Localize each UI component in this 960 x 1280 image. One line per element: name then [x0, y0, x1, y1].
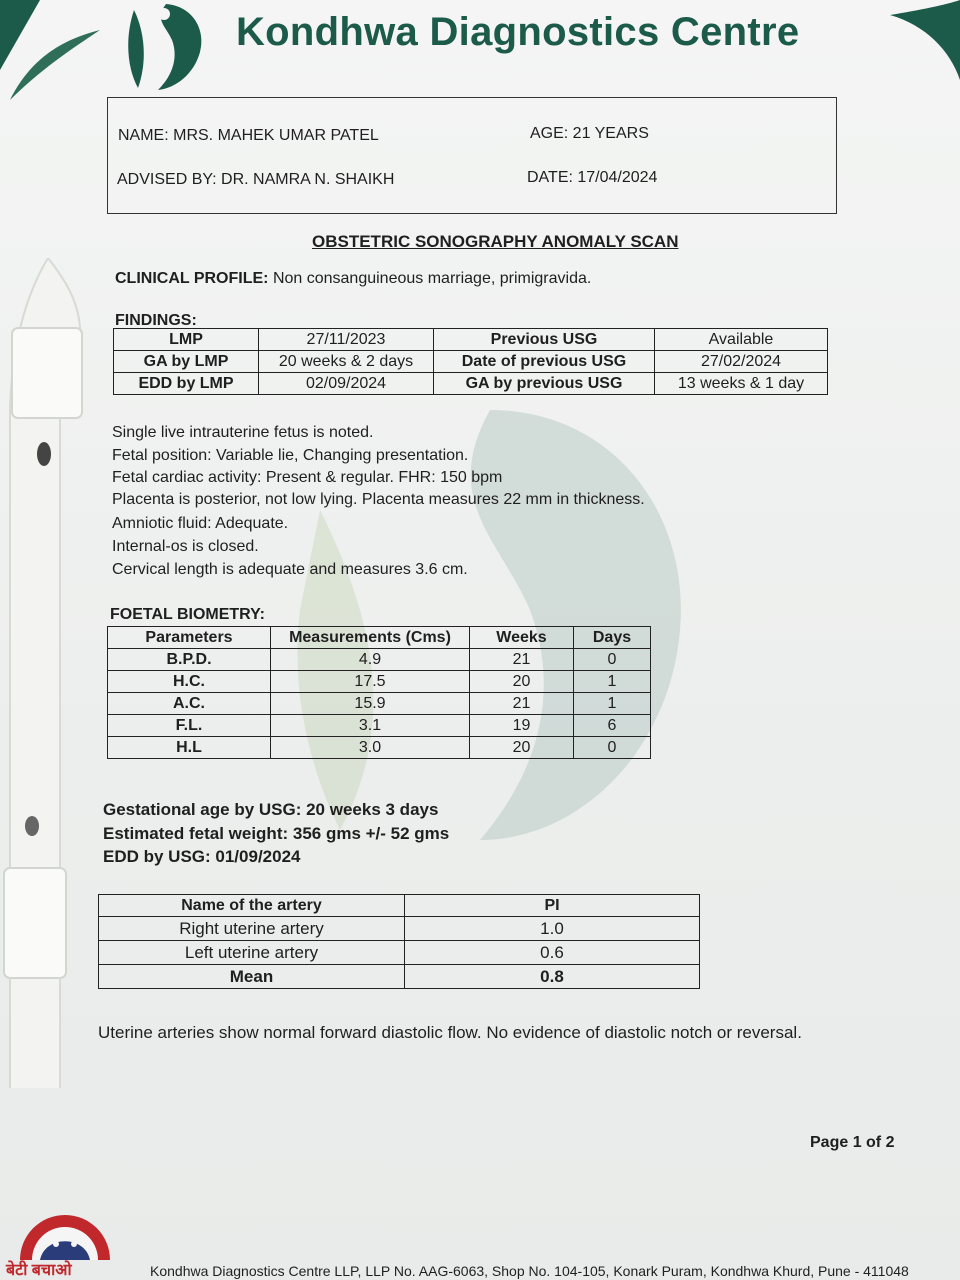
artery-table	[98, 894, 700, 989]
biometry-cell: 20	[470, 671, 574, 693]
biometry-header: Weeks	[470, 627, 574, 649]
findings-label: FINDINGS:	[115, 312, 197, 329]
findings-cell: LMP	[114, 329, 259, 351]
findings-cell: 27/11/2023	[259, 329, 434, 351]
biometry-cell: 0	[574, 737, 651, 759]
table-row	[108, 737, 651, 759]
biometry-cell: 1	[574, 693, 651, 715]
corner-leaf-icon	[0, 0, 110, 110]
artery-cell: 0.8	[405, 965, 700, 989]
biometry-cell: 3.0	[271, 737, 470, 759]
beti-bachao-text: बेटी बचाओ	[6, 1262, 72, 1279]
biometry-cell: B.P.D.	[108, 649, 271, 671]
findings-cell: 27/02/2024	[655, 351, 828, 373]
finding-line: Fetal position: Variable lie, Changing presentation.	[112, 447, 469, 464]
biometry-header: Measurements (Cms)	[271, 627, 470, 649]
biometry-cell: 21	[470, 649, 574, 671]
centre-logo-icon	[118, 0, 208, 92]
biometry-cell: H.C.	[108, 671, 271, 693]
table-header-row	[108, 627, 651, 649]
biometry-cell: 1	[574, 671, 651, 693]
advised-by: ADVISED BY: DR. NAMRA N. SHAIKH	[117, 171, 395, 188]
artery-header: Name of the artery	[99, 895, 405, 917]
table-header-row	[99, 895, 700, 917]
table-row	[108, 671, 651, 693]
table-row	[114, 351, 828, 373]
artery-cell: Left uterine artery	[99, 941, 405, 965]
findings-cell: EDD by LMP	[114, 373, 259, 395]
findings-cell: 02/09/2024	[259, 373, 434, 395]
binder-clip-icon	[0, 258, 90, 1088]
table-row	[99, 941, 700, 965]
artery-cell: 0.6	[405, 941, 700, 965]
biometry-label: FOETAL BIOMETRY:	[110, 606, 265, 623]
biometry-header: Parameters	[108, 627, 271, 649]
finding-line: Single live intrauterine fetus is noted.	[112, 424, 374, 441]
clinical-profile-value: Non consanguineous marriage, primigravida.	[272, 270, 592, 287]
findings-cell: Available	[655, 329, 828, 351]
artery-cell: 1.0	[405, 917, 700, 941]
findings-cell: 20 weeks & 2 days	[259, 351, 434, 373]
findings-cell: Date of previous USG	[434, 351, 655, 373]
report-date: DATE: 17/04/2024	[527, 169, 658, 186]
findings-table	[113, 328, 828, 395]
edd-by-usg: EDD by USG: 01/09/2024	[103, 847, 301, 866]
biometry-cell: 4.9	[271, 649, 470, 671]
centre-name: Kondhwa Diagnostics Centre	[236, 10, 800, 54]
biometry-header: Days	[574, 627, 651, 649]
biometry-cell: 15.9	[271, 693, 470, 715]
table-row	[108, 715, 651, 737]
flow-note: Uterine arteries show normal forward diastolic flow. No evidence of diastolic notch or reversal.	[98, 1023, 802, 1042]
biometry-cell: 19	[470, 715, 574, 737]
biometry-cell: H.L	[108, 737, 271, 759]
finding-line: Placenta is posterior, not low lying. Placenta measures 22 mm in thickness.	[112, 491, 645, 508]
findings-cell: GA by previous USG	[434, 373, 655, 395]
artery-cell: Right uterine artery	[99, 917, 405, 941]
table-row	[108, 693, 651, 715]
biometry-cell: A.C.	[108, 693, 271, 715]
clinical-profile-label: CLINICAL PROFILE:	[115, 270, 269, 287]
clinical-profile	[115, 270, 591, 288]
corner-leaf-icon	[870, 0, 960, 90]
table-row	[108, 649, 651, 671]
biometry-cell: 0	[574, 649, 651, 671]
patient-info-box	[107, 97, 837, 214]
biometry-cell: 21	[470, 693, 574, 715]
footer-address: Kondhwa Diagnostics Centre LLP, LLP No. AAG-6063, Shop No. 104-105, Konark Puram, Kondhwa Khurd, Pune - 411048	[150, 1263, 909, 1279]
biometry-cell: 17.5	[271, 671, 470, 693]
table-row	[99, 917, 700, 941]
findings-cell: GA by LMP	[114, 351, 259, 373]
biometry-table	[107, 626, 651, 759]
finding-line: Amniotic fluid: Adequate.	[112, 515, 289, 532]
finding-line: Internal-os is closed.	[112, 538, 259, 555]
report-title: OBSTETRIC SONOGRAPHY ANOMALY SCAN	[312, 232, 679, 251]
findings-cell: Previous USG	[434, 329, 655, 351]
patient-age: AGE: 21 YEARS	[530, 125, 649, 142]
biometry-cell: 20	[470, 737, 574, 759]
biometry-cell: 3.1	[271, 715, 470, 737]
table-row	[114, 329, 828, 351]
gestational-age-usg: Gestational age by USG: 20 weeks 3 days	[103, 800, 439, 819]
table-row	[99, 965, 700, 989]
biometry-cell: F.L.	[108, 715, 271, 737]
biometry-cell: 6	[574, 715, 651, 737]
artery-header: PI	[405, 895, 700, 917]
findings-cell: 13 weeks & 1 day	[655, 373, 828, 395]
page-number: Page 1 of 2	[810, 1134, 895, 1151]
artery-cell: Mean	[99, 965, 405, 989]
estimated-fetal-weight: Estimated fetal weight: 356 gms +/- 52 gms	[103, 824, 450, 843]
patient-name: NAME: MRS. MAHEK UMAR PATEL	[118, 127, 379, 144]
finding-line: Cervical length is adequate and measures 3.6 cm.	[112, 561, 468, 578]
table-row	[114, 373, 828, 395]
finding-line: Fetal cardiac activity: Present & regular. FHR: 150 bpm	[112, 469, 503, 486]
